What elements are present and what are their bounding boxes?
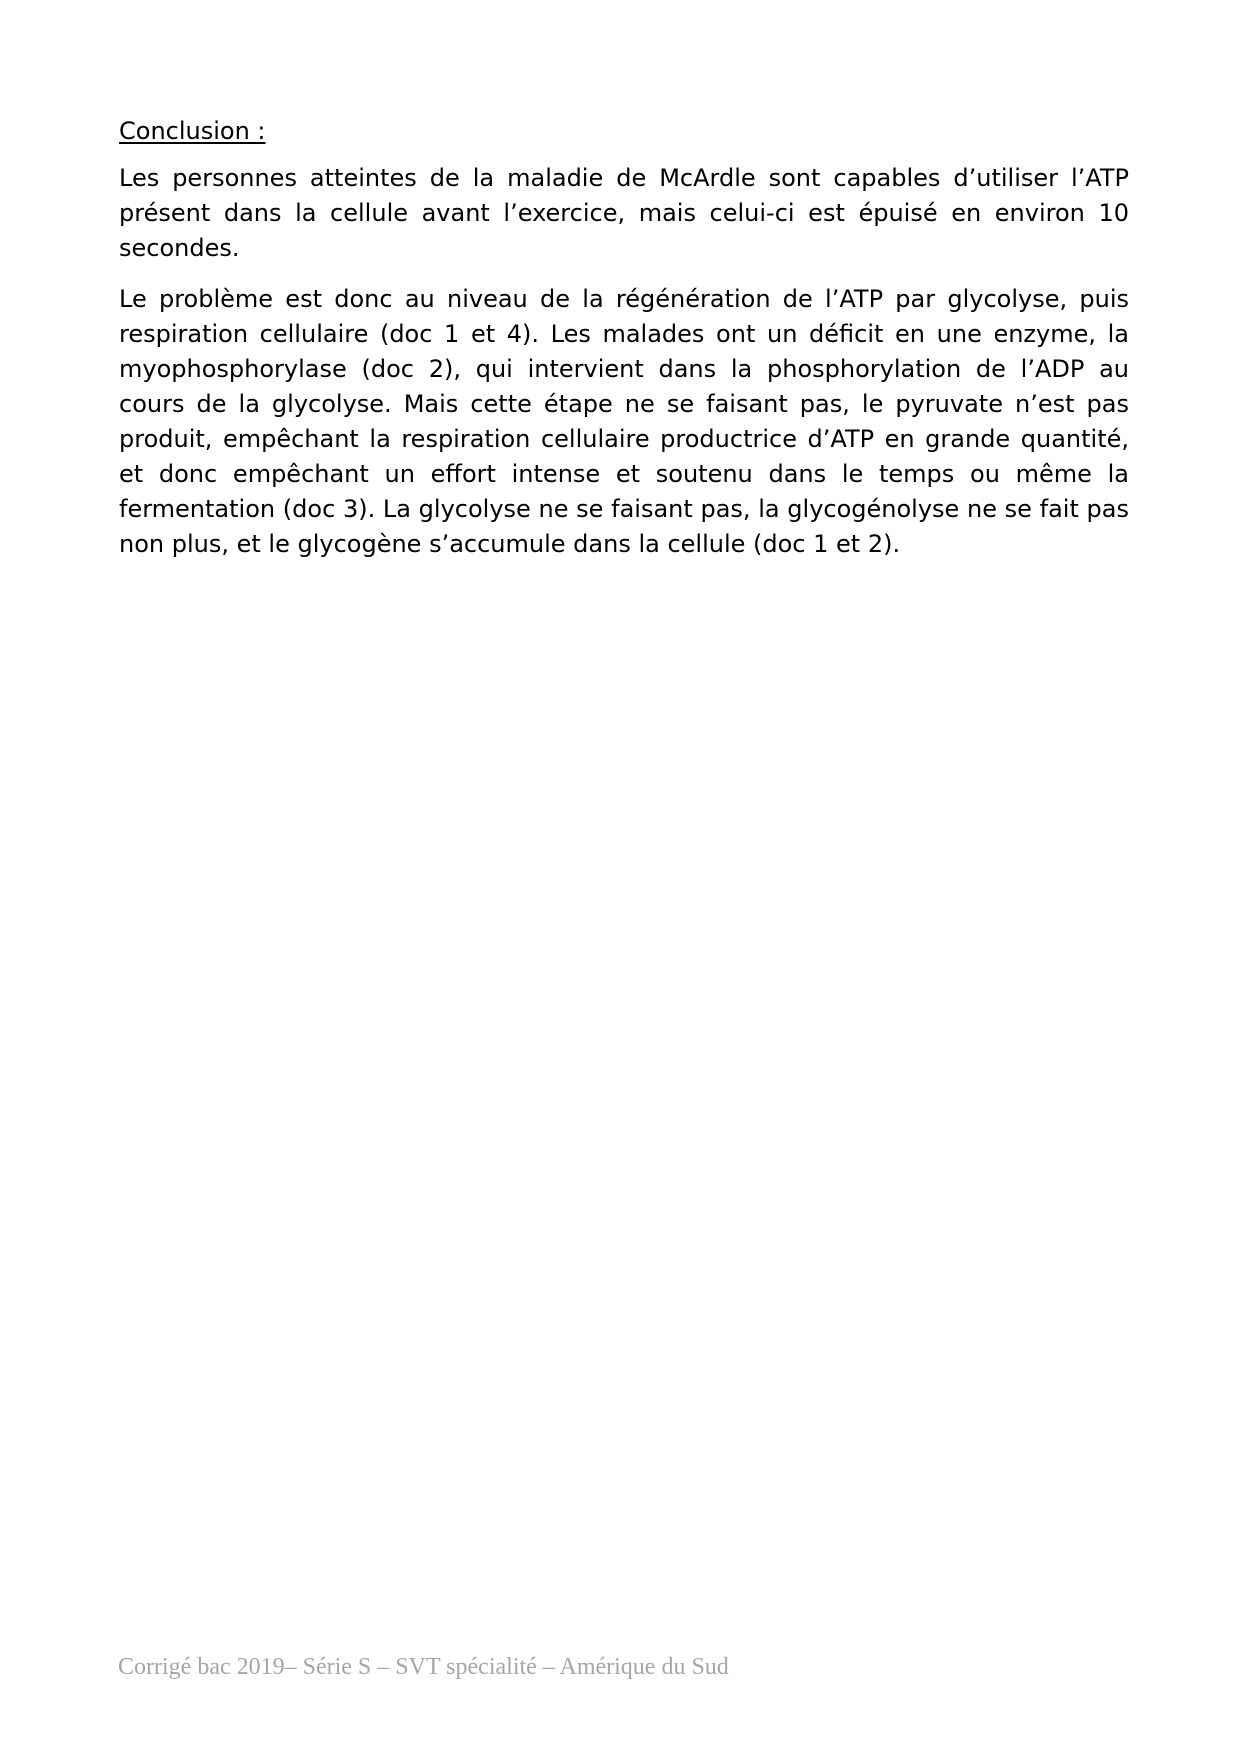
conclusion-paragraph-2: Le problème est donc au niveau de la régénération de l’ATP par glycolyse, puis respiration cellulaire (doc 1 et 4). Les malades ont un déficit en une enzyme, la myophosphorylase (doc 2), qui intervient dans la phosphorylation de l’ADP au cours de la glycolyse. Mais cette étape ne se faisant pas, le pyruvate n’est pas produit, empêchant la respiration cellulaire productrice d’ATP en grande quantité, et donc empêchant un effort intense et soutenu dans le temps ou même la fermentation (doc 3). La glycolyse ne se faisant pas, la glycogénolyse ne se fait pas non plus, et le glycogène s’accumule dans la cellule (doc 1 et 2). bbox=[119, 285, 1129, 558]
page-footer: Corrigé bac 2019– Série S – SVT spécialité – Amérique du Sud bbox=[118, 1654, 729, 1680]
conclusion-paragraph-1: Les personnes atteintes de la maladie de McArdle sont capables d’utiliser l’ATP présent dans la cellule avant l’exercice, mais celui-ci est épuisé en environ 10 secondes. bbox=[119, 164, 1129, 262]
page-content bbox=[119, 114, 1129, 578]
conclusion-heading: Conclusion : bbox=[119, 117, 266, 145]
